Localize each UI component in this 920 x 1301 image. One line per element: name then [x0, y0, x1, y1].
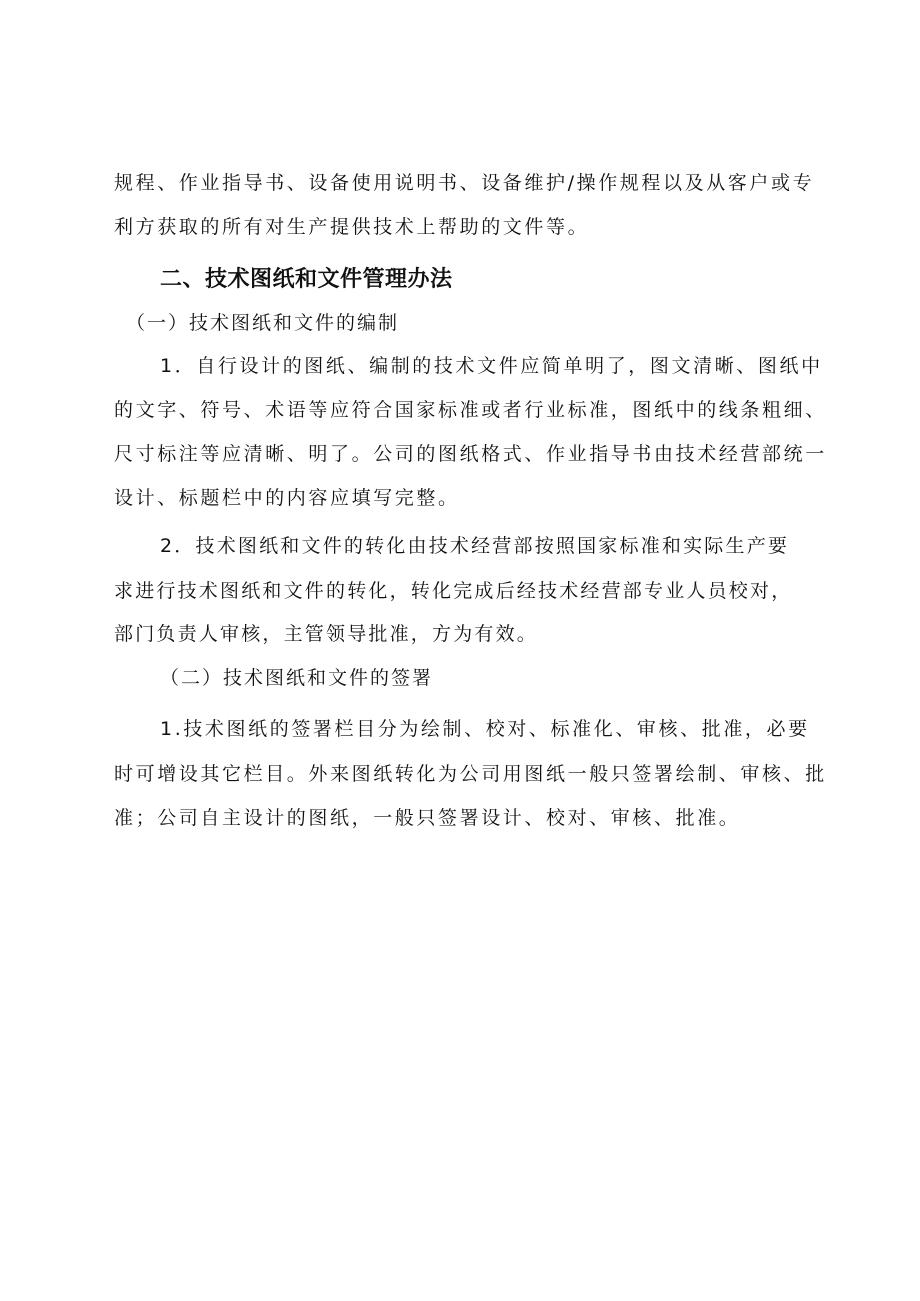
intro-line-1: 规程、作业指导书、设备使用说明书、设备维护/操作规程以及从客户或专 [114, 172, 815, 194]
sign-item-line-3: 准；公司自主设计的图纸，一般只签署设计、校对、审核、批准。 [114, 807, 741, 829]
item-1-line-1: 1．自行设计的图纸、编制的技术文件应简单明了，图文清晰、图纸中 [160, 355, 823, 377]
item-2-line-2: 求进行技术图纸和文件的转化，转化完成后经技术经营部专业人员校对， [114, 580, 793, 602]
sign-item-line-1: 1.技术图纸的签署栏目分为绘制、校对、标准化、审核、批准，必要 [160, 718, 810, 740]
subsection-1-title: （一）技术图纸和文件的编制 [126, 312, 400, 334]
sign-item-line-2: 时可增设其它栏目。外来图纸转化为公司用图纸一般只签署绘制、审核、批 [114, 763, 827, 785]
item-1-line-3: 尺寸标注等应清晰、明了。公司的图纸格式、作业指导书由技术经营部统一 [114, 443, 827, 465]
item-2-line-3: 部门负责人审核，主管领导批准，方为有效。 [114, 623, 539, 645]
section-heading: 二、技术图纸和文件管理办法 [160, 267, 453, 292]
item-1-line-2: 的文字、符号、术语等应符合国家标准或者行业标准，图纸中的线条粗细、 [114, 399, 827, 421]
subsection-2-title: （二）技术图纸和文件的签署 [160, 667, 434, 689]
item-2-line-1: 2．技术图纸和文件的转化由技术经营部按照国家标准和实际生产要 [160, 535, 790, 557]
intro-line-2: 利方获取的所有对生产提供技术上帮助的文件等。 [114, 216, 590, 238]
item-1-line-4: 设计、标题栏中的内容应填写完整。 [114, 487, 460, 509]
